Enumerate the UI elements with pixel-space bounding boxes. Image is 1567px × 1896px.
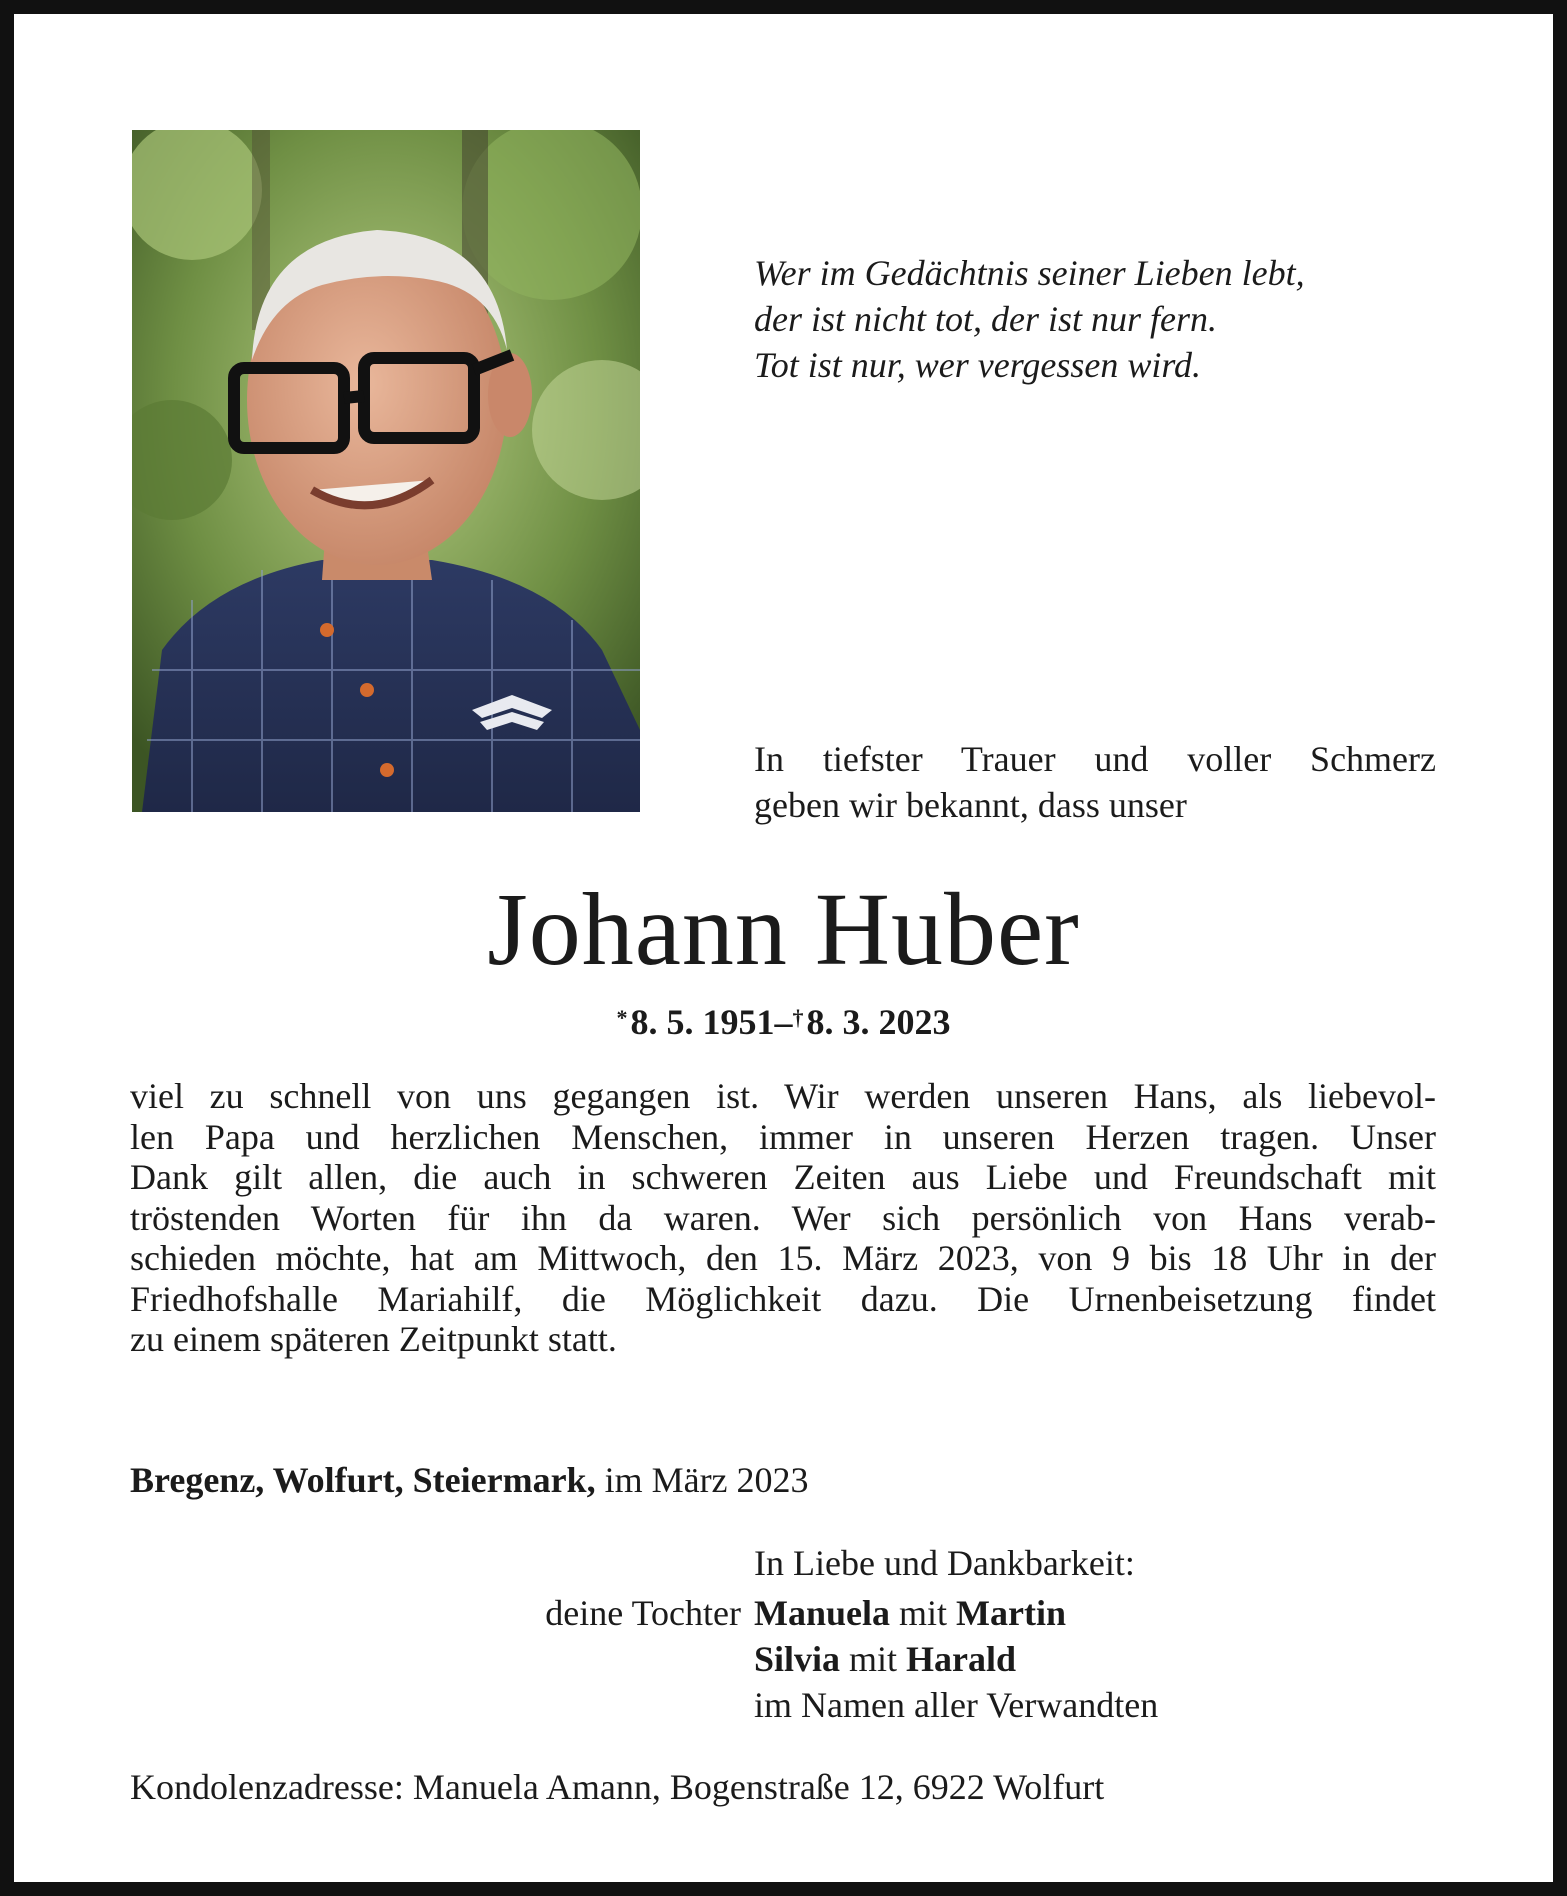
closing-phrase: In Liebe und Dankbarkeit:: [754, 1543, 1135, 1583]
mourner-name: Silvia: [754, 1639, 841, 1679]
place-locations: Bregenz, Wolfurt, Steiermark,: [130, 1460, 596, 1500]
body-line: Dank gilt allen, die auch in schweren Zeiten aus Liebe und Freundschaft mit: [130, 1157, 1436, 1197]
quote-line: Wer im Gedächtnis seiner Lieben lebt,: [754, 253, 1305, 293]
condolence-address: Kondolenzadresse: Manuela Amann, Bogenstraße 12, 6922 Wolfurt: [130, 1767, 1105, 1807]
mourner-with: mit: [899, 1593, 948, 1633]
body-line: len Papa und herzlichen Menschen, immer in unseren Herzen tragen. Unser: [130, 1116, 1436, 1157]
deceased-name: Johann Huber: [487, 872, 1080, 987]
intro-line-2: geben wir bekannt, dass unser: [754, 785, 1187, 825]
mourner-line-1: [754, 1590, 1158, 1636]
body-line: zu einem späteren Zeitpunkt statt.: [130, 1319, 617, 1359]
body-line: Friedhofshalle Mariahilf, die Möglichkeit dazu. Die Urnenbeisetzung findet: [130, 1278, 1436, 1319]
announcement-intro: [754, 736, 1436, 828]
announcement-body: [130, 1076, 1436, 1360]
mourner-others: im Namen aller Verwandten: [754, 1685, 1159, 1725]
mourner-line-2: [754, 1636, 1158, 1682]
mourner-partner: Martin: [956, 1593, 1066, 1633]
birth-date: 8. 5. 1951: [630, 1002, 775, 1042]
intro-line-1: In tiefster Trauer und voller Schmerz: [754, 739, 1436, 779]
body-line: viel zu schnell von uns gegangen ist. Wir werden unseren Hans, als liebevol-: [130, 1076, 1436, 1116]
death-date: 8. 3. 2023: [806, 1002, 951, 1042]
death-symbol: †: [792, 1005, 804, 1030]
body-line: tröstenden Worten für ihn da waren. Wer sich persönlich von Hans verab-: [130, 1197, 1436, 1238]
place-date: im März 2023: [604, 1460, 809, 1500]
portrait-illustration: [132, 130, 640, 812]
relation-label: deine Tochter: [545, 1593, 741, 1633]
mourner-with: mit: [849, 1639, 898, 1679]
mourner-name: Manuela: [754, 1593, 891, 1633]
place-and-date: [130, 1458, 809, 1502]
date-separator: –: [774, 1002, 793, 1042]
body-line: schieden möchte, hat am Mittwoch, den 15. März 2023, von 9 bis 18 Uhr in der: [130, 1238, 1436, 1278]
quote-line: Tot ist nur, wer vergessen wird.: [754, 345, 1202, 385]
quote-line: der ist nicht tot, der ist nur fern.: [754, 299, 1217, 339]
life-dates: [0, 1000, 1567, 1044]
mourner-partner: Harald: [906, 1639, 1017, 1679]
portrait-photo: [132, 130, 640, 812]
mourners-list: [754, 1590, 1158, 1728]
memorial-quote: [754, 250, 1454, 388]
birth-symbol: *: [616, 1005, 628, 1030]
